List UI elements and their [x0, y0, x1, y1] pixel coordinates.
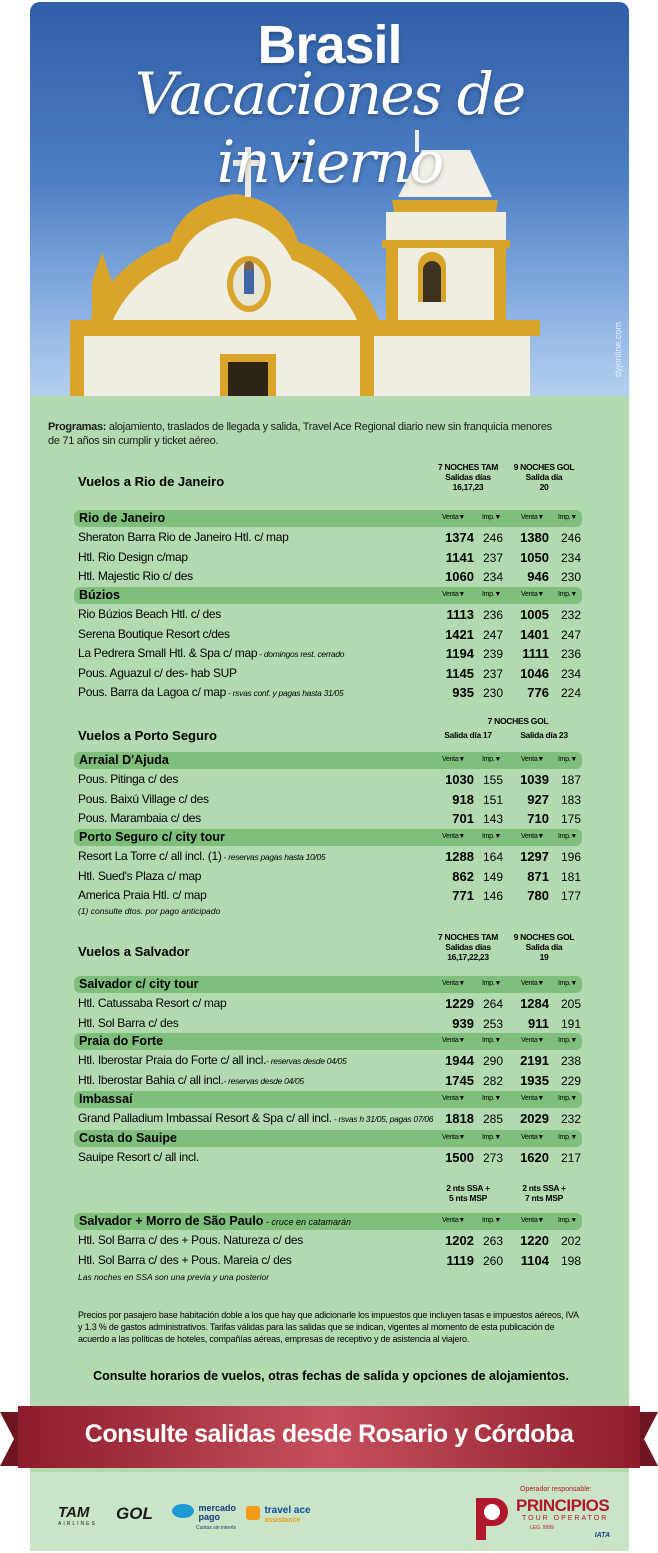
section-title: Vuelos a Rio de Janeiro [78, 474, 225, 489]
hero-banner [30, 2, 629, 396]
price-imp-2: 234 [561, 666, 582, 681]
price-imp-2: 183 [561, 792, 582, 807]
hotel-name: Htl. Sol Barra c/ des + Pous. Mareia c/ des [78, 1252, 292, 1267]
column-label: Venta▼ [521, 756, 545, 763]
price-imp-2: 181 [561, 869, 582, 884]
price-imp-1: 146 [483, 889, 504, 903]
table-row [78, 1252, 584, 1269]
table-row [78, 1052, 584, 1069]
price-venta-2: 1620 [520, 1150, 549, 1165]
price-venta-2: 927 [527, 791, 549, 807]
column-label: Imp.▼ [558, 756, 578, 763]
price-list [48, 420, 554, 448]
price-venta-2: 1046 [520, 665, 549, 681]
fine-print: Precios por pasajero base habitación doble a los que hay que adicionarle los impuestos que incluyen tasas e impuestos aéreos, IVA y 1.3 % de gastos administrativos. Tarifas válidas para las salidas que se indican, vigentes al momento de esta publicación de acuerdo a las políticas de hoteles, compañías aéreas, empresas de receptivo y de asistencia al viajero. [78, 1310, 579, 1344]
price-imp-2: 232 [561, 608, 582, 622]
column-label: Imp.▼ [558, 1217, 578, 1224]
cta-ribbon [0, 1406, 658, 1472]
handshake-icon [172, 1504, 194, 1518]
price-imp-2: 232 [561, 1112, 582, 1126]
price-venta-1: 1745 [445, 1072, 474, 1088]
price-imp-2: 217 [561, 1151, 582, 1165]
hotel-name: La Pedrera Small Htl. & Spa c/ map - domingos rest. cerrado [78, 646, 345, 660]
table-row [78, 549, 584, 566]
column-label: Imp.▼ [482, 833, 502, 840]
table-row [78, 848, 584, 865]
price-venta-1: 1113 [446, 607, 474, 622]
group-title: Arraial D'Ajuda [79, 753, 169, 767]
price-imp-1: 149 [483, 869, 504, 884]
column-header: 2 nts SSA + 5 nts MSP [446, 1183, 490, 1203]
hotel-name: Htl. Iberostar Praia do Forte c/ all incl.- reservas desde 04/05 [78, 1053, 347, 1067]
price-imp-2: 236 [561, 647, 582, 661]
table-row [78, 1232, 584, 1249]
price-venta-2: 946 [527, 569, 549, 584]
price-venta-2: 1050 [520, 549, 549, 565]
price-imp-2: 202 [561, 1234, 582, 1248]
price-imp-1: 239 [483, 647, 504, 661]
table-row [78, 1149, 584, 1166]
price-venta-1: 1119 [446, 1252, 474, 1268]
price-venta-1: 1288 [445, 849, 474, 864]
table-row [78, 1110, 584, 1127]
group-bar [74, 1033, 582, 1050]
column-label: Imp.▼ [482, 1217, 502, 1224]
hotel-name: Grand Palladium Imbassaí Resort & Spa c/ all incl. - rsvas h 31/05, pagas 07/06 [78, 1111, 434, 1125]
hotel-name: Rio Búzios Beach Htl. c/ des [78, 607, 222, 621]
group-bar [74, 587, 582, 604]
table-row [78, 868, 584, 885]
table-row [78, 626, 584, 643]
group-title: Salvador c/ city tour [79, 977, 199, 991]
column-header: 9 NOCHES GOL Salida día 20 [513, 462, 575, 492]
column-label: Venta▼ [442, 980, 466, 987]
section-title: Vuelos a Salvador [78, 944, 190, 959]
price-venta-2: 1005 [520, 607, 549, 622]
hotel-name: Htl. Sol Barra c/ des + Pous. Natureza c/ des [78, 1233, 303, 1247]
price-venta-1: 1060 [445, 569, 474, 584]
column-label: Imp.▼ [558, 1037, 578, 1044]
price-imp-2: 230 [561, 570, 582, 584]
footnote: (1) consulte dtos. por pago anticipado [78, 906, 221, 916]
photo-credit: dyjonline.com [613, 322, 623, 378]
column-label: Venta▼ [521, 514, 545, 521]
column-label: Venta▼ [442, 514, 466, 521]
table-row [78, 791, 584, 808]
column-label: Venta▼ [521, 1095, 545, 1102]
price-venta-2: 1935 [520, 1072, 549, 1088]
column-label: Venta▼ [442, 1134, 466, 1141]
ribbon-text: Consulte salidas desde Rosario y Córdoba [84, 1420, 574, 1448]
column-header: 2 nts SSA + 7 nts MSP [522, 1183, 566, 1203]
group-title: Costa do Sauipe [79, 1131, 177, 1145]
group-bar [74, 1091, 582, 1108]
gol-logo: GOL [116, 1504, 153, 1523]
column-label: Venta▼ [521, 591, 545, 598]
footnote: Las noches en SSA son una previa y una posterior [78, 1272, 270, 1282]
mercadopago-logo: mercado pago Cuotas sin interés [172, 1504, 236, 1531]
column-label: Venta▼ [442, 1037, 466, 1044]
column-label: Venta▼ [521, 1134, 545, 1141]
price-venta-2: 1220 [520, 1233, 549, 1248]
hotel-name: Htl. Catussaba Resort c/ map [78, 996, 227, 1010]
price-venta-1: 1145 [445, 665, 474, 681]
group-title: Porto Seguro c/ city tour [79, 830, 225, 844]
price-imp-1: 151 [483, 792, 504, 807]
price-imp-1: 155 [483, 773, 504, 787]
hotel-name: Sheraton Barra Rio de Janeiro Htl. c/ map [78, 530, 289, 544]
price-venta-1: 1944 [445, 1053, 474, 1068]
intro-text: Programas: alojamiento, traslados de llegada y salida, Travel Ace Regional diario new sin franquicia menores de 71 años sin cumplir y ticket aéreo. [48, 421, 552, 447]
column-label: Imp.▼ [482, 1134, 502, 1141]
price-imp-1: 237 [483, 550, 504, 565]
tam-logo: TAM AIRLINES [58, 1504, 97, 1527]
price-venta-2: 1104 [520, 1252, 549, 1268]
column-label: Venta▼ [521, 833, 545, 840]
price-imp-2: 247 [561, 627, 582, 642]
column-header-top: 7 NOCHES GOL [487, 716, 549, 726]
section-title: Vuelos a Porto Seguro [78, 728, 217, 743]
table-row [78, 995, 584, 1012]
price-venta-2: 1111 [522, 646, 549, 661]
price-venta-1: 1030 [445, 772, 474, 787]
group-bar [74, 752, 582, 769]
column-label: Imp.▼ [482, 1095, 502, 1102]
price-venta-1: 918 [452, 791, 474, 807]
hotel-name: Pous. Aguazul c/ des- hab SUP [78, 665, 237, 680]
price-imp-2: 191 [561, 1016, 582, 1031]
group-bar [74, 1130, 582, 1147]
price-venta-2: 1284 [520, 996, 549, 1011]
price-imp-1: 236 [483, 608, 504, 622]
price-imp-1: 230 [483, 686, 504, 700]
column-label: Imp.▼ [558, 833, 578, 840]
price-venta-2: 2191 [520, 1053, 549, 1068]
price-venta-1: 1202 [445, 1233, 474, 1248]
iata-logo: IATA [594, 1532, 610, 1539]
price-imp-2: 187 [561, 773, 582, 787]
group-title: Búzios [79, 588, 120, 602]
hotel-name: Htl. Sued's Plaza c/ map [78, 868, 202, 883]
price-imp-1: 260 [483, 1253, 504, 1268]
table-row [78, 568, 584, 585]
group-bar [74, 510, 582, 527]
footer [30, 1472, 629, 1551]
price-imp-1: 273 [483, 1151, 504, 1165]
price-venta-1: 935 [452, 685, 474, 700]
section-header [78, 716, 584, 756]
section-header [78, 932, 584, 972]
price-venta-1: 1229 [445, 996, 474, 1011]
price-venta-1: 771 [452, 888, 474, 903]
price-imp-1: 253 [483, 1016, 504, 1031]
group-bar [74, 1213, 582, 1230]
consult-line: Consulte horarios de vuelos, otras fechas de salida y opciones de alojamientos. [93, 1369, 569, 1383]
travelace-icon [246, 1506, 260, 1520]
column-header: 9 NOCHES GOL Salida día 19 [513, 932, 575, 962]
group-bar [74, 829, 582, 846]
price-imp-1: 143 [483, 812, 504, 826]
price-imp-2: 205 [561, 997, 582, 1011]
price-imp-2: 196 [561, 850, 582, 864]
column-label: Imp.▼ [482, 756, 502, 763]
price-imp-1: 285 [483, 1112, 504, 1126]
column-label: Imp.▼ [558, 591, 578, 598]
hotel-name: Htl. Iberostar Bahia c/ all incl.- reservas desde 04/05 [78, 1072, 304, 1087]
column-label: Imp.▼ [558, 1134, 578, 1141]
price-venta-2: 1039 [520, 772, 549, 787]
column-label: Imp.▼ [558, 1095, 578, 1102]
column-label: Imp.▼ [482, 591, 502, 598]
price-imp-1: 282 [483, 1073, 504, 1088]
price-imp-1: 237 [483, 666, 504, 681]
table-row [78, 684, 584, 701]
column-label: Venta▼ [442, 1217, 466, 1224]
price-imp-1: 264 [483, 997, 504, 1011]
column-label: Venta▼ [442, 591, 466, 598]
table-row [78, 665, 584, 682]
hotel-name: Pous. Marambaia c/ des [78, 811, 201, 825]
price-imp-1: 263 [483, 1234, 504, 1248]
table-row [78, 771, 584, 788]
column-label: Venta▼ [521, 1217, 545, 1224]
table-row [78, 1015, 584, 1032]
price-imp-1: 247 [483, 627, 504, 642]
hotel-name: Pous. Baixú Village c/ des [78, 791, 209, 806]
hotel-name: Pous. Barra da Lagoa c/ map - rsvas conf. y pagas hasta 31/05 [78, 685, 344, 699]
principios-icon [472, 1492, 512, 1542]
price-venta-1: 862 [452, 868, 474, 884]
price-venta-1: 1818 [445, 1111, 474, 1126]
price-imp-2: 175 [561, 812, 582, 826]
hotel-name: Pous. Pitinga c/ des [78, 772, 179, 786]
column-label: Imp.▼ [482, 980, 502, 987]
table-row [78, 645, 584, 662]
travelace-logo: travel ace assistance [246, 1506, 311, 1527]
price-imp-2: 238 [561, 1054, 582, 1068]
price-venta-2: 2029 [520, 1111, 549, 1126]
price-imp-1: 234 [483, 570, 504, 584]
column-header: Salida día 23 [520, 730, 568, 740]
table-row [78, 887, 584, 904]
column-header: 7 NOCHES TAM Salidas días 16,17,22,23 [438, 932, 498, 962]
hotel-name: Htl. Sol Barra c/ des [78, 1015, 179, 1030]
group-title: Praia do Forte [79, 1034, 164, 1048]
hotel-name: Serena Boutique Resort c/des [78, 626, 230, 641]
column-header: Salida día 17 [444, 730, 492, 740]
table-row [78, 810, 584, 827]
group-bar [74, 976, 582, 993]
table-row [78, 529, 584, 546]
price-venta-2: 780 [527, 888, 549, 903]
hero-title: Brasil [257, 15, 402, 75]
price-venta-2: 871 [527, 868, 549, 884]
group-title: Imbassaí [79, 1092, 133, 1106]
column-label: Imp.▼ [558, 980, 578, 987]
price-venta-1: 1421 [445, 626, 474, 642]
column-label: Imp.▼ [558, 514, 578, 521]
hotel-name: Htl. Majestic Rio c/ des [78, 569, 193, 583]
price-venta-1: 701 [452, 811, 474, 826]
group-title: Rio de Janeiro [79, 511, 166, 525]
hotel-name: Htl. Rio Design c/map [78, 549, 188, 564]
column-label: Venta▼ [442, 833, 466, 840]
price-venta-1: 1374 [445, 530, 474, 545]
column-label: Venta▼ [521, 980, 545, 987]
price-venta-2: 776 [527, 685, 549, 700]
price-imp-2: 234 [561, 550, 582, 565]
price-venta-1: 939 [452, 1015, 474, 1031]
price-venta-1: 1500 [445, 1150, 474, 1165]
price-venta-2: 911 [528, 1015, 549, 1031]
column-label: Venta▼ [442, 756, 466, 763]
price-imp-1: 164 [483, 850, 504, 864]
hero-subtitle: Vacaciones de invierno [134, 60, 525, 196]
price-imp-2: 224 [561, 686, 582, 700]
price-venta-1: 1141 [445, 549, 474, 565]
price-imp-2: 246 [561, 531, 582, 545]
operator-logo: Operador responsable: PRINCIPIOS TOUR OPERATOR LEG. 9999 IATA [472, 1482, 612, 1544]
group-title: Salvador + Morro de São Paulo - cruce en catamarán [79, 1214, 351, 1228]
column-label: Imp.▼ [482, 514, 502, 521]
price-imp-2: 229 [561, 1073, 582, 1088]
price-imp-1: 246 [483, 531, 504, 545]
price-imp-2: 198 [561, 1253, 582, 1268]
price-venta-1: 1194 [445, 646, 474, 661]
hotel-name: Sauipe Resort c/ all incl. [78, 1150, 199, 1164]
price-venta-2: 1380 [520, 530, 549, 545]
hotel-name: Resort La Torre c/ all incl. (1) - reservas pagas hasta 10/05 [78, 849, 326, 863]
column-header: 7 NOCHES TAM Salidas días 16,17,23 [438, 462, 498, 492]
price-venta-2: 710 [527, 811, 549, 826]
price-imp-2: 177 [561, 889, 582, 903]
column-label: Venta▼ [521, 1037, 545, 1044]
section-header [78, 462, 584, 502]
table-row [78, 1072, 584, 1089]
price-venta-2: 1297 [520, 849, 549, 864]
table-row [78, 606, 584, 623]
hotel-name: America Praia Htl. c/ map [78, 888, 207, 902]
price-imp-1: 290 [483, 1054, 504, 1068]
column-label: Imp.▼ [482, 1037, 502, 1044]
column-label: Venta▼ [442, 1095, 466, 1102]
price-venta-2: 1401 [520, 626, 549, 642]
